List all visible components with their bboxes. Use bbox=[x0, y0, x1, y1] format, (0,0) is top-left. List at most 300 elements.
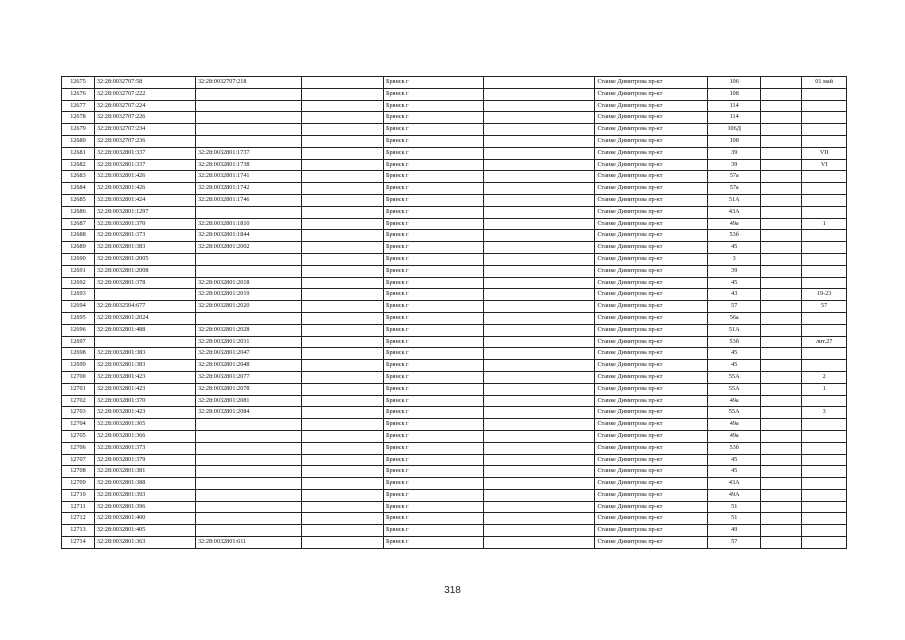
city-cell: Брянск г bbox=[383, 501, 483, 513]
table-row bbox=[62, 513, 847, 525]
empty-cell bbox=[301, 419, 383, 431]
street-cell: Станке Димитрова пр-кт bbox=[595, 430, 708, 442]
empty-cell bbox=[301, 159, 383, 171]
cadastral-number-cell: 32:28:0032801:365 bbox=[94, 419, 195, 431]
cadastral-number-cell: 32:28:0032801:388 bbox=[94, 478, 195, 490]
empty-cell bbox=[301, 88, 383, 100]
empty-cell bbox=[483, 348, 595, 360]
cadastral-number-cell bbox=[94, 336, 195, 348]
row-number-cell: 12695 bbox=[62, 312, 95, 324]
table-row bbox=[62, 77, 847, 89]
city-cell: Брянск г bbox=[383, 360, 483, 372]
premises-cadastral-number-cell bbox=[195, 501, 301, 513]
street-cell: Станке Димитрова пр-кт bbox=[595, 124, 708, 136]
premises-cadastral-number-cell: 32:28:0032801:2078 bbox=[195, 383, 301, 395]
city-cell: Брянск г bbox=[383, 77, 483, 89]
empty-cell bbox=[761, 501, 802, 513]
house-number-cell: 108 bbox=[708, 135, 761, 147]
premises-cadastral-number-cell bbox=[195, 253, 301, 265]
table-row bbox=[62, 525, 847, 537]
empty-cell bbox=[301, 147, 383, 159]
empty-cell bbox=[761, 442, 802, 454]
apartment-note-cell: 57 bbox=[802, 301, 847, 313]
street-cell: Станке Димитрова пр-кт bbox=[595, 218, 708, 230]
empty-cell bbox=[761, 206, 802, 218]
cadastral-number-cell: 32:28:0032801:400 bbox=[94, 513, 195, 525]
empty-cell bbox=[761, 478, 802, 490]
empty-cell bbox=[301, 430, 383, 442]
premises-cadastral-number-cell bbox=[195, 454, 301, 466]
row-number-cell: 12710 bbox=[62, 489, 95, 501]
house-number-cell: 114 bbox=[708, 112, 761, 124]
street-cell: Станке Димитрова пр-кт bbox=[595, 265, 708, 277]
house-number-cell: 51А bbox=[708, 194, 761, 206]
row-number-cell: 12675 bbox=[62, 77, 95, 89]
house-number-cell: 45 bbox=[708, 277, 761, 289]
apartment-note-cell bbox=[802, 100, 847, 112]
empty-cell bbox=[761, 525, 802, 537]
row-number-cell: 12679 bbox=[62, 124, 95, 136]
house-number-cell: 53б bbox=[708, 442, 761, 454]
empty-cell bbox=[761, 312, 802, 324]
cadastral-number-cell: 32:28:0032707:226 bbox=[94, 112, 195, 124]
empty-cell bbox=[301, 171, 383, 183]
cadastral-number-cell: 32:28:0032801:383 bbox=[94, 348, 195, 360]
house-number-cell: 108 bbox=[708, 88, 761, 100]
premises-cadastral-number-cell bbox=[195, 135, 301, 147]
cadastral-number-cell: 32:28:0032707:58 bbox=[94, 77, 195, 89]
empty-cell bbox=[761, 135, 802, 147]
table-row bbox=[62, 112, 847, 124]
empty-cell bbox=[301, 301, 383, 313]
city-cell: Брянск г bbox=[383, 206, 483, 218]
empty-cell bbox=[301, 253, 383, 265]
empty-cell bbox=[761, 100, 802, 112]
empty-cell bbox=[483, 537, 595, 549]
row-number-cell: 12692 bbox=[62, 277, 95, 289]
empty-cell bbox=[761, 301, 802, 313]
city-cell: Брянск г bbox=[383, 301, 483, 313]
empty-cell bbox=[761, 289, 802, 301]
cadastral-number-cell: 32:28:0032707:222 bbox=[94, 88, 195, 100]
empty-cell bbox=[761, 147, 802, 159]
house-number-cell: 49а bbox=[708, 430, 761, 442]
street-cell: Станке Димитрова пр-кт bbox=[595, 301, 708, 313]
city-cell: Брянск г bbox=[383, 171, 483, 183]
street-cell: Станке Димитрова пр-кт bbox=[595, 206, 708, 218]
house-number-cell: 106 bbox=[708, 77, 761, 89]
apartment-note-cell bbox=[802, 430, 847, 442]
registry-table bbox=[61, 76, 847, 549]
city-cell: Брянск г bbox=[383, 442, 483, 454]
premises-cadastral-number-cell bbox=[195, 489, 301, 501]
street-cell: Станке Димитрова пр-кт bbox=[595, 395, 708, 407]
table-row bbox=[62, 336, 847, 348]
table-row bbox=[62, 360, 847, 372]
premises-cadastral-number-cell bbox=[195, 206, 301, 218]
row-number-cell: 12690 bbox=[62, 253, 95, 265]
table-row bbox=[62, 88, 847, 100]
row-number-cell: 12712 bbox=[62, 513, 95, 525]
apartment-note-cell bbox=[802, 478, 847, 490]
row-number-cell: 12714 bbox=[62, 537, 95, 549]
street-cell: Станке Димитрова пр-кт bbox=[595, 135, 708, 147]
street-cell: Станке Димитрова пр-кт bbox=[595, 77, 708, 89]
empty-cell bbox=[483, 454, 595, 466]
street-cell: Станке Димитрова пр-кт bbox=[595, 194, 708, 206]
empty-cell bbox=[483, 371, 595, 383]
cadastral-number-cell: 32:28:0032801:1297 bbox=[94, 206, 195, 218]
city-cell: Брянск г bbox=[383, 147, 483, 159]
apartment-note-cell bbox=[802, 135, 847, 147]
row-number-cell: 12676 bbox=[62, 88, 95, 100]
empty-cell bbox=[483, 147, 595, 159]
row-number-cell: 12699 bbox=[62, 360, 95, 372]
empty-cell bbox=[301, 218, 383, 230]
empty-cell bbox=[761, 430, 802, 442]
apartment-note-cell bbox=[802, 265, 847, 277]
city-cell: Брянск г bbox=[383, 183, 483, 195]
street-cell: Станке Димитрова пр-кт bbox=[595, 88, 708, 100]
empty-cell bbox=[761, 124, 802, 136]
empty-cell bbox=[761, 383, 802, 395]
empty-cell bbox=[483, 301, 595, 313]
empty-cell bbox=[483, 242, 595, 254]
house-number-cell: 53б bbox=[708, 336, 761, 348]
premises-cadastral-number-cell bbox=[195, 525, 301, 537]
empty-cell bbox=[301, 442, 383, 454]
house-number-cell: 39 bbox=[708, 147, 761, 159]
apartment-note-cell bbox=[802, 419, 847, 431]
table-row bbox=[62, 253, 847, 265]
street-cell: Станке Димитрова пр-кт bbox=[595, 147, 708, 159]
empty-cell bbox=[761, 242, 802, 254]
row-number-cell: 12678 bbox=[62, 112, 95, 124]
cadastral-number-cell: 32:28:0032801:378 bbox=[94, 277, 195, 289]
table-row bbox=[62, 265, 847, 277]
city-cell: Брянск г bbox=[383, 336, 483, 348]
table-row bbox=[62, 159, 847, 171]
city-cell: Брянск г bbox=[383, 537, 483, 549]
table-row bbox=[62, 242, 847, 254]
premises-cadastral-number-cell: 32:28:0032801:2028 bbox=[195, 324, 301, 336]
house-number-cell: 51А bbox=[708, 324, 761, 336]
empty-cell bbox=[761, 324, 802, 336]
cadastral-number-cell bbox=[94, 289, 195, 301]
house-number-cell: 51 bbox=[708, 513, 761, 525]
cadastral-number-cell: 32:28:0032801:396 bbox=[94, 501, 195, 513]
empty-cell bbox=[483, 277, 595, 289]
premises-cadastral-number-cell: 32:28:0032801:2019 bbox=[195, 289, 301, 301]
apartment-note-cell bbox=[802, 312, 847, 324]
empty-cell bbox=[483, 395, 595, 407]
house-number-cell: 49а bbox=[708, 419, 761, 431]
premises-cadastral-number-cell: 32:28:0032801:611 bbox=[195, 537, 301, 549]
apartment-note-cell: VI bbox=[802, 159, 847, 171]
house-number-cell: 49а bbox=[708, 218, 761, 230]
apartment-note-cell bbox=[802, 348, 847, 360]
empty-cell bbox=[483, 360, 595, 372]
table-row bbox=[62, 124, 847, 136]
cadastral-number-cell: 32:28:0032801:373 bbox=[94, 442, 195, 454]
premises-cadastral-number-cell: 32:28:0032801:2048 bbox=[195, 360, 301, 372]
table-row bbox=[62, 135, 847, 147]
row-number-cell: 12683 bbox=[62, 171, 95, 183]
cadastral-number-cell: 32:28:0032504:677 bbox=[94, 301, 195, 313]
premises-cadastral-number-cell bbox=[195, 513, 301, 525]
premises-cadastral-number-cell: 32:28:0032801:2081 bbox=[195, 395, 301, 407]
empty-cell bbox=[483, 253, 595, 265]
city-cell: Брянск г bbox=[383, 218, 483, 230]
empty-cell bbox=[483, 419, 595, 431]
table-row bbox=[62, 383, 847, 395]
apartment-note-cell: 01 май bbox=[802, 77, 847, 89]
cadastral-number-cell: 32:28:0032801:370 bbox=[94, 395, 195, 407]
empty-cell bbox=[483, 183, 595, 195]
city-cell: Брянск г bbox=[383, 194, 483, 206]
empty-cell bbox=[301, 407, 383, 419]
empty-cell bbox=[761, 277, 802, 289]
empty-cell bbox=[483, 383, 595, 395]
premises-cadastral-number-cell bbox=[195, 442, 301, 454]
row-number-cell: 12691 bbox=[62, 265, 95, 277]
cadastral-number-cell: 32:28:0032801:405 bbox=[94, 525, 195, 537]
apartment-note-cell bbox=[802, 124, 847, 136]
cadastral-number-cell: 32:28:0032801:373 bbox=[94, 230, 195, 242]
row-number-cell: 12705 bbox=[62, 430, 95, 442]
empty-cell bbox=[301, 230, 383, 242]
premises-cadastral-number-cell bbox=[195, 430, 301, 442]
cadastral-number-cell: 32:28:0032801:366 bbox=[94, 430, 195, 442]
empty-cell bbox=[301, 277, 383, 289]
apartment-note-cell bbox=[802, 489, 847, 501]
empty-cell bbox=[761, 253, 802, 265]
page-number: 318 bbox=[444, 585, 461, 596]
empty-cell bbox=[301, 77, 383, 89]
empty-cell bbox=[761, 489, 802, 501]
row-number-cell: 12682 bbox=[62, 159, 95, 171]
city-cell: Брянск г bbox=[383, 419, 483, 431]
table-row bbox=[62, 442, 847, 454]
house-number-cell: 43А bbox=[708, 206, 761, 218]
house-number-cell: 114 bbox=[708, 100, 761, 112]
empty-cell bbox=[301, 525, 383, 537]
empty-cell bbox=[301, 466, 383, 478]
street-cell: Станке Димитрова пр-кт bbox=[595, 513, 708, 525]
registry-rows bbox=[62, 77, 847, 549]
apartment-note-cell bbox=[802, 537, 847, 549]
cadastral-number-cell: 32:28:0032801:424 bbox=[94, 194, 195, 206]
apartment-note-cell bbox=[802, 206, 847, 218]
house-number-cell: 39 bbox=[708, 265, 761, 277]
empty-cell bbox=[761, 348, 802, 360]
apartment-note-cell: лит.27 bbox=[802, 336, 847, 348]
cadastral-number-cell: 32:28:0032801:2005 bbox=[94, 253, 195, 265]
empty-cell bbox=[483, 430, 595, 442]
city-cell: Брянск г bbox=[383, 230, 483, 242]
street-cell: Станке Димитрова пр-кт bbox=[595, 324, 708, 336]
empty-cell bbox=[301, 194, 383, 206]
premises-cadastral-number-cell bbox=[195, 112, 301, 124]
apartment-note-cell bbox=[802, 360, 847, 372]
empty-cell bbox=[483, 230, 595, 242]
empty-cell bbox=[761, 183, 802, 195]
apartment-note-cell bbox=[802, 324, 847, 336]
street-cell: Станке Димитрова пр-кт bbox=[595, 336, 708, 348]
apartment-note-cell: 1 bbox=[802, 383, 847, 395]
empty-cell bbox=[761, 395, 802, 407]
empty-cell bbox=[761, 230, 802, 242]
empty-cell bbox=[301, 454, 383, 466]
premises-cadastral-number-cell: 32:28:0032801:1741 bbox=[195, 171, 301, 183]
city-cell: Брянск г bbox=[383, 289, 483, 301]
premises-cadastral-number-cell: 32:28:0032801:2077 bbox=[195, 371, 301, 383]
city-cell: Брянск г bbox=[383, 466, 483, 478]
table-row bbox=[62, 395, 847, 407]
city-cell: Брянск г bbox=[383, 383, 483, 395]
empty-cell bbox=[301, 206, 383, 218]
house-number-cell: 49а bbox=[708, 395, 761, 407]
city-cell: Брянск г bbox=[383, 407, 483, 419]
house-number-cell: 51 bbox=[708, 501, 761, 513]
row-number-cell: 12706 bbox=[62, 442, 95, 454]
cadastral-number-cell: 32:28:0032801:363 bbox=[94, 537, 195, 549]
apartment-note-cell bbox=[802, 525, 847, 537]
cadastral-number-cell: 32:28:0032801:426 bbox=[94, 171, 195, 183]
house-number-cell: 55А bbox=[708, 407, 761, 419]
row-number-cell: 12703 bbox=[62, 407, 95, 419]
cadastral-number-cell: 32:28:0032801:426 bbox=[94, 183, 195, 195]
street-cell: Станке Димитрова пр-кт bbox=[595, 277, 708, 289]
table-row bbox=[62, 147, 847, 159]
premises-cadastral-number-cell: 32:28:0032801:1844 bbox=[195, 230, 301, 242]
apartment-note-cell bbox=[802, 454, 847, 466]
table-row bbox=[62, 183, 847, 195]
empty-cell bbox=[483, 501, 595, 513]
row-number-cell: 12693 bbox=[62, 289, 95, 301]
premises-cadastral-number-cell bbox=[195, 312, 301, 324]
row-number-cell: 12701 bbox=[62, 383, 95, 395]
empty-cell bbox=[483, 135, 595, 147]
empty-cell bbox=[483, 489, 595, 501]
row-number-cell: 12697 bbox=[62, 336, 95, 348]
apartment-note-cell bbox=[802, 194, 847, 206]
empty-cell bbox=[301, 360, 383, 372]
cadastral-number-cell: 32:28:0032801:383 bbox=[94, 360, 195, 372]
house-number-cell: 49А bbox=[708, 489, 761, 501]
empty-cell bbox=[301, 336, 383, 348]
city-cell: Брянск г bbox=[383, 324, 483, 336]
empty-cell bbox=[301, 513, 383, 525]
empty-cell bbox=[761, 419, 802, 431]
street-cell: Станке Димитрова пр-кт bbox=[595, 100, 708, 112]
street-cell: Станке Димитрова пр-кт bbox=[595, 112, 708, 124]
apartment-note-cell: 2 bbox=[802, 371, 847, 383]
empty-cell bbox=[761, 454, 802, 466]
table-row bbox=[62, 419, 847, 431]
house-number-cell: 39 bbox=[708, 159, 761, 171]
row-number-cell: 12709 bbox=[62, 478, 95, 490]
premises-cadastral-number-cell bbox=[195, 478, 301, 490]
city-cell: Брянск г bbox=[383, 430, 483, 442]
table-row bbox=[62, 277, 847, 289]
street-cell: Станке Димитрова пр-кт bbox=[595, 419, 708, 431]
premises-cadastral-number-cell bbox=[195, 100, 301, 112]
city-cell: Брянск г bbox=[383, 371, 483, 383]
table-row bbox=[62, 407, 847, 419]
street-cell: Станке Димитрова пр-кт bbox=[595, 253, 708, 265]
street-cell: Станке Димитрова пр-кт bbox=[595, 230, 708, 242]
empty-cell bbox=[483, 100, 595, 112]
house-number-cell: 43А bbox=[708, 478, 761, 490]
premises-cadastral-number-cell: 32:28:0032801:1810 bbox=[195, 218, 301, 230]
empty-cell bbox=[483, 466, 595, 478]
cadastral-number-cell: 32:28:0032707:236 bbox=[94, 135, 195, 147]
street-cell: Станке Димитрова пр-кт bbox=[595, 466, 708, 478]
apartment-note-cell: 1 bbox=[802, 218, 847, 230]
empty-cell bbox=[301, 312, 383, 324]
apartment-note-cell: 3 bbox=[802, 407, 847, 419]
street-cell: Станке Димитрова пр-кт bbox=[595, 360, 708, 372]
cadastral-number-cell: 32:28:0032707:224 bbox=[94, 100, 195, 112]
row-number-cell: 12711 bbox=[62, 501, 95, 513]
apartment-note-cell bbox=[802, 466, 847, 478]
empty-cell bbox=[301, 112, 383, 124]
premises-cadastral-number-cell: 32:28:0032801:1742 bbox=[195, 183, 301, 195]
empty-cell bbox=[761, 194, 802, 206]
table-row bbox=[62, 301, 847, 313]
empty-cell bbox=[483, 112, 595, 124]
row-number-cell: 12694 bbox=[62, 301, 95, 313]
cadastral-number-cell: 32:28:0032801:2008 bbox=[94, 265, 195, 277]
row-number-cell: 12687 bbox=[62, 218, 95, 230]
empty-cell bbox=[301, 183, 383, 195]
city-cell: Брянск г bbox=[383, 395, 483, 407]
row-number-cell: 12707 bbox=[62, 454, 95, 466]
empty-cell bbox=[761, 218, 802, 230]
street-cell: Станке Димитрова пр-кт bbox=[595, 289, 708, 301]
premises-cadastral-number-cell: 32:28:0032707:218 bbox=[195, 77, 301, 89]
street-cell: Станке Димитрова пр-кт bbox=[595, 525, 708, 537]
city-cell: Брянск г bbox=[383, 112, 483, 124]
cadastral-number-cell: 32:28:0032801:423 bbox=[94, 383, 195, 395]
row-number-cell: 12708 bbox=[62, 466, 95, 478]
house-number-cell: 55А bbox=[708, 371, 761, 383]
row-number-cell: 12677 bbox=[62, 100, 95, 112]
cadastral-number-cell: 32:28:0032801:337 bbox=[94, 147, 195, 159]
row-number-cell: 12704 bbox=[62, 419, 95, 431]
row-number-cell: 12681 bbox=[62, 147, 95, 159]
premises-cadastral-number-cell: 32:28:0032801:1746 bbox=[195, 194, 301, 206]
empty-cell bbox=[483, 88, 595, 100]
cadastral-number-cell: 32:28:0032801:383 bbox=[94, 242, 195, 254]
premises-cadastral-number-cell: 32:28:0032801:2002 bbox=[195, 242, 301, 254]
premises-cadastral-number-cell: 32:28:0032801:2020 bbox=[195, 301, 301, 313]
row-number-cell: 12713 bbox=[62, 525, 95, 537]
premises-cadastral-number-cell: 32:28:0032801:2018 bbox=[195, 277, 301, 289]
empty-cell bbox=[301, 289, 383, 301]
row-number-cell: 12685 bbox=[62, 194, 95, 206]
empty-cell bbox=[483, 124, 595, 136]
cadastral-number-cell: 32:28:0032707:234 bbox=[94, 124, 195, 136]
street-cell: Станке Димитрова пр-кт bbox=[595, 537, 708, 549]
empty-cell bbox=[483, 77, 595, 89]
empty-cell bbox=[301, 478, 383, 490]
row-number-cell: 12698 bbox=[62, 348, 95, 360]
empty-cell bbox=[301, 100, 383, 112]
empty-cell bbox=[301, 242, 383, 254]
row-number-cell: 12684 bbox=[62, 183, 95, 195]
